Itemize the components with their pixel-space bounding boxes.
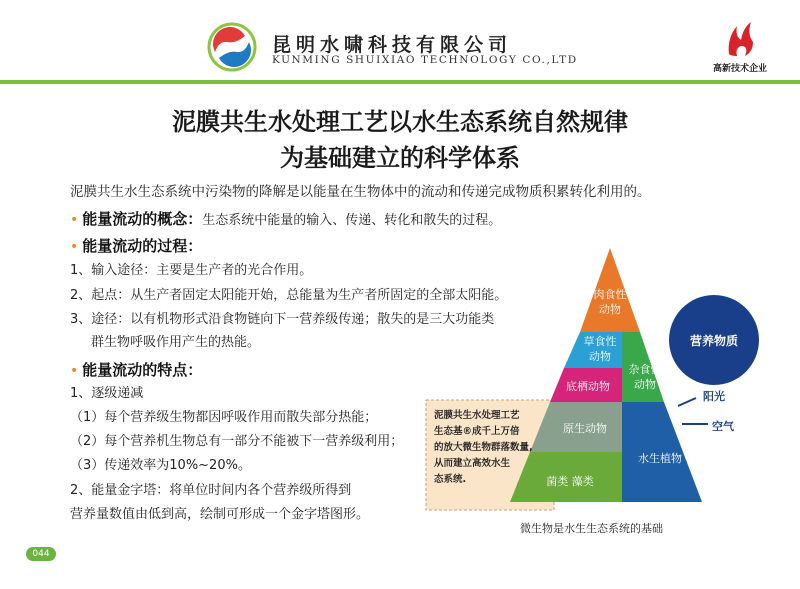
section-heading: 能量流动的特点： (82, 361, 203, 379)
header-divider (0, 80, 800, 84)
callout-text: 从而建立高效水生 (434, 458, 511, 469)
label-omnivore: 杂食性 (628, 363, 662, 376)
section-heading: 能量流动的概念： (82, 210, 203, 228)
section-energy-concept (70, 208, 501, 230)
callout-text: 泥膜共生水处理工艺 (434, 410, 520, 421)
label-carnivore: 动物 (599, 303, 621, 316)
page-title-line1: 泥膜共生水处理工艺以水生态系统自然规律 (172, 108, 628, 136)
feature-line: 1、逐级递减 (70, 386, 144, 401)
feature-line: （3）传递效率为10%~20%。 (70, 458, 251, 473)
label-omnivore: 动物 (634, 378, 656, 391)
section-energy-features (70, 359, 202, 380)
label-fungi-algae: 菌类 藻类 (546, 475, 594, 488)
label-nutrients: 营养物质 (689, 334, 739, 348)
label-herbivore: 动物 (589, 350, 611, 363)
company-logo-icon (205, 22, 259, 72)
intro-text: 泥膜共生水生态系统中污染物的降解是以能量在生物体中的流动和传递完成物质积累转化利用的。 (70, 184, 651, 200)
bullet-icon: • (70, 363, 79, 379)
page-title-line2: 为基础建立的科学体系 (280, 144, 520, 172)
feature-line: （2）每个营养机生物总有一部分不能被下一营养级利用； (70, 434, 404, 449)
label-air: 空气 (712, 420, 734, 433)
label-protozoa: 原生动物 (563, 422, 607, 435)
sunlight-arrow-icon (678, 398, 696, 406)
figure-caption: 微生物是水生生态系统的基础 (520, 522, 663, 535)
page-number: 044 (26, 547, 56, 561)
callout-text: 生态基®成千上万倍 (434, 426, 520, 437)
bullet-icon: • (70, 239, 79, 255)
high-tech-badge-label: 高新技术企业 (712, 64, 767, 74)
company-name-cn: 昆明水啸科技有限公司 (272, 34, 513, 56)
bullet-icon: • (70, 212, 79, 228)
process-line: 群生物呼吸作用产生的热能。 (91, 335, 261, 350)
feature-line: （1）每个营养级生物都因呼吸作用而散失部分热能； (70, 410, 378, 425)
callout-text: 的放大微生物群落数量, (434, 442, 533, 453)
section-heading: 能量流动的过程： (82, 237, 203, 255)
energy-pyramid-diagram (420, 240, 780, 515)
callout-text: 态系统. (434, 474, 467, 485)
high-tech-enterprise-icon (723, 18, 757, 58)
feature-line: 2、能量金字塔：将单位时间内各个营养级所得到 (70, 483, 352, 498)
section-text: 生态系统中能量的输入、传递、转化和散失的过程。 (202, 213, 502, 228)
process-line: 3、途径：以有机物形式沿食物链向下一营养级传递；散失的是三大功能类 (70, 312, 495, 327)
process-line: 2、起点：从生产者固定太阳能开始，总能量为生产者所固定的全部太阳能。 (70, 288, 508, 303)
feature-line: 营养量数值由低到高，绘制可形成一个金字塔图形。 (70, 507, 370, 522)
process-line: 1、输入途径：主要是生产者的光合作用。 (70, 263, 313, 278)
label-herbivore: 草食性 (583, 335, 617, 348)
section-energy-process (70, 235, 202, 256)
label-benthic: 底栖动物 (566, 380, 610, 393)
company-name-en: KUNMING SHUIXIAO TECHNOLOGY CO.,LTD (272, 54, 578, 66)
label-carnivore: 肉食性 (593, 288, 627, 301)
label-sunlight: 阳光 (703, 390, 725, 403)
label-aquatic-plants: 水生植物 (638, 452, 682, 465)
